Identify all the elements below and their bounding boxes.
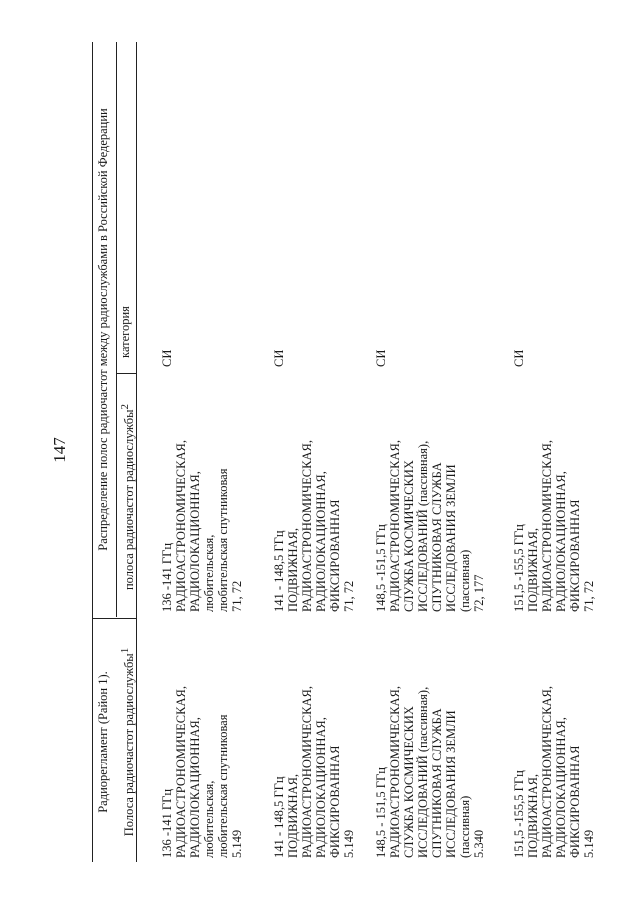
cell-line: любительская спутниковая [216, 714, 230, 858]
row-category-cell: СИ [374, 349, 388, 367]
cell-line: РАДИОЛОКАЦИОННАЯ, [314, 471, 328, 612]
cell-line: РАДИОАСТРОНОМИЧЕСКАЯ, [300, 686, 314, 858]
cell-line: РАДИОАСТРОНОМИЧЕСКАЯ, [300, 440, 314, 612]
allocation-table [92, 42, 596, 862]
cell-line: СПУТНИКОВАЯ СЛУЖБА [430, 462, 444, 612]
cell-line: ФИКСИРОВАННАЯ [328, 745, 342, 858]
table-top-rule [92, 42, 93, 862]
row-col2-cell [272, 377, 356, 612]
cell-line: 141 - 148,5 ГГц [272, 530, 286, 612]
cell-line: 72, 177 [472, 574, 486, 612]
row-col1-cell [374, 623, 486, 858]
header-divider-1 [92, 618, 137, 619]
cell-line: 71, 72 [582, 580, 596, 612]
header-divider-2 [116, 373, 137, 374]
cell-line: 5.149 [230, 829, 244, 858]
row-col1-cell [272, 623, 356, 858]
row-col2-cell [374, 377, 486, 612]
row-category-cell: СИ [160, 349, 174, 367]
cell-line: 5.149 [342, 829, 356, 858]
cell-line: РАДИОЛОКАЦИОННАЯ, [554, 717, 568, 858]
cell-line: СЛУЖБА КОСМИЧЕСКИХ [402, 706, 416, 858]
cell-line: РАДИОЛОКАЦИОННАЯ, [314, 717, 328, 858]
cell-line: ФИКСИРОВАННАЯ [328, 499, 342, 612]
cell-line: РАДИОАСТРОНОМИЧЕСКАЯ, [174, 686, 188, 858]
cell-line: любительская спутниковая [216, 468, 230, 612]
row-col2-cell [160, 377, 244, 612]
cell-line: (пассивная) [458, 549, 472, 612]
cell-line: РАДИОЛОКАЦИОННАЯ, [188, 471, 202, 612]
cell-line: ПОДВИЖНАЯ, [286, 527, 300, 612]
cell-line: СЛУЖБА КОСМИЧЕСКИХ [402, 460, 416, 612]
row-col1-cell [512, 623, 596, 858]
cell-line: (пассивная) [458, 795, 472, 858]
cell-line: 136 -141 ГГц [160, 788, 174, 858]
cell-line: ИССЛЕДОВАНИЙ (пассивная), [416, 686, 430, 858]
cell-line: 5.340 [472, 829, 486, 858]
cell-line: 151,5 -155,5 ГГц [512, 524, 526, 612]
header-col1-bottom: Полоса радиочастот радиослужбы$^1$ [119, 647, 137, 837]
cell-line: 151,5 -155,5 ГГц [512, 770, 526, 858]
cell-line: 71, 72 [230, 580, 244, 612]
row-col1-cell [160, 623, 244, 858]
cell-line: ИССЛЕДОВАНИЯ ЗЕМЛИ [444, 464, 458, 612]
cell-line: ФИКСИРОВАННАЯ [568, 745, 582, 858]
cell-line: 5.149 [582, 829, 596, 858]
cell-line: РАДИОАСТРОНОМИЧЕСКАЯ, [540, 686, 554, 858]
cell-line: 71, 72 [342, 580, 356, 612]
header-bottom-rule [136, 42, 137, 862]
cell-line: ИССЛЕДОВАНИЯ ЗЕМЛИ [444, 710, 458, 858]
cell-line: РАДИОАСТРОНОМИЧЕСКАЯ, [174, 440, 188, 612]
cell-line: СПУТНИКОВАЯ СЛУЖБА [430, 708, 444, 858]
row-category-cell: СИ [272, 349, 286, 367]
cell-line: РАДИОАСТРОНОМИЧЕСКАЯ, [388, 440, 402, 612]
cell-line: 141 - 148,5 ГГц [272, 776, 286, 858]
row-category-cell: СИ [512, 349, 526, 367]
cell-line: ПОДВИЖНАЯ, [286, 773, 300, 858]
header-col1-top: Радиорегламент (Район 1). [96, 671, 110, 813]
cell-line: РАДИОЛОКАЦИОННАЯ, [554, 471, 568, 612]
cell-line: ИССЛЕДОВАНИЙ (пассивная), [416, 440, 430, 612]
header-mid-rule [116, 42, 117, 617]
header-col2-bottom: полоса радиочастот радиослужбы$^2$ [119, 403, 137, 591]
cell-line: 148,5 - 151,5 ГГц [374, 767, 388, 858]
cell-line: ПОДВИЖНАЯ, [526, 527, 540, 612]
cell-line: РАДИОЛОКАЦИОННАЯ, [188, 717, 202, 858]
cell-line: 136 -141 ГГц [160, 542, 174, 612]
page-number: 147 [50, 437, 69, 463]
cell-line: РАДИОАСТРОНОМИЧЕСКАЯ, [540, 440, 554, 612]
row-col2-cell [512, 377, 596, 612]
header-col2-top: Распределение полос радиочастот между радиослужбами в Российской Федерации [96, 108, 110, 551]
cell-line: любительская, [202, 534, 216, 612]
cell-line: 148,5 -151,5 ГГц [374, 524, 388, 612]
cell-line: ФИКСИРОВАННАЯ [568, 499, 582, 612]
cell-line: любительская, [202, 780, 216, 858]
header-col3-bottom: категория [118, 306, 132, 358]
cell-line: РАДИОАСТРОНОМИЧЕСКАЯ, [388, 686, 402, 858]
cell-line: ПОДВИЖНАЯ, [526, 773, 540, 858]
